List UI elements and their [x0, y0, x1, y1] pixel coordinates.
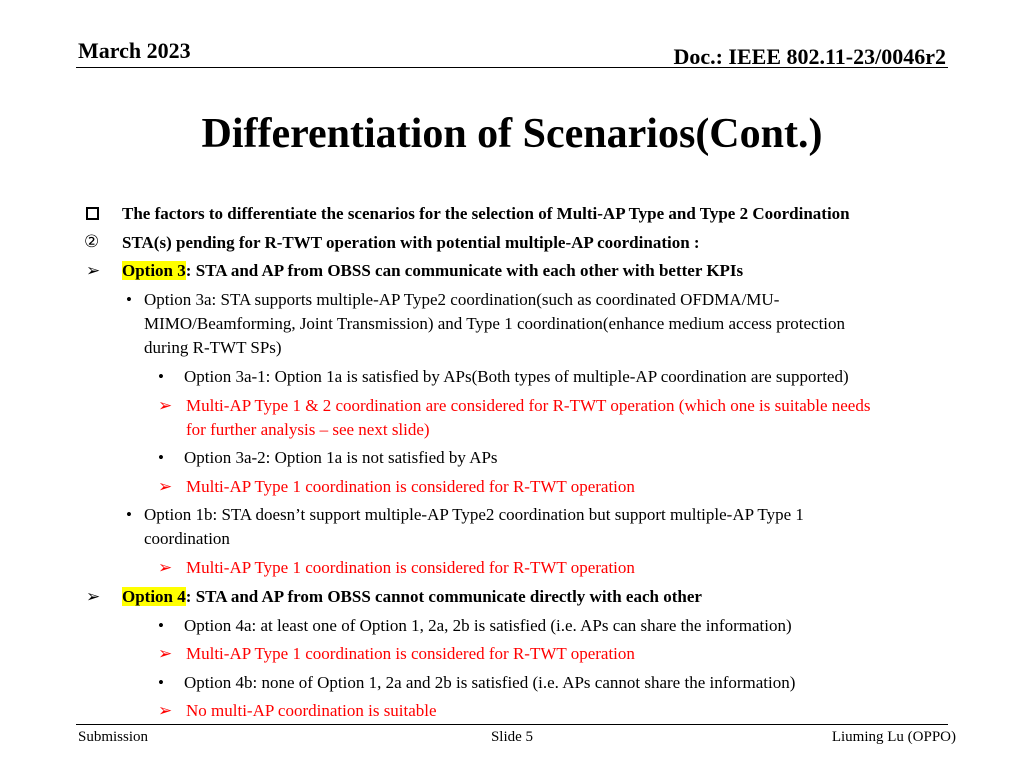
option-3-heading: [122, 259, 743, 283]
option-3-label: Option 3: [122, 261, 186, 280]
arrow-bullet-icon: ➢: [158, 396, 173, 415]
arrow-bullet-icon: ➢: [86, 587, 101, 606]
body-line: for further analysis – see next slide): [186, 420, 430, 439]
option-3-text: : STA and AP from OBSS can communicate with each other with better KPIs: [185, 261, 744, 280]
dot-bullet-icon: •: [158, 616, 164, 635]
dot-bullet-icon: •: [158, 673, 164, 692]
body-line: Option 4a: at least one of Option 1, 2a, 2b is satisfied (i.e. APs can share the information): [184, 616, 792, 635]
circled-two-marker: ②: [84, 232, 100, 251]
body-line: during R-TWT SPs): [144, 338, 282, 357]
option-4-label: Option 4: [122, 587, 186, 606]
body-line: No multi-AP coordination is suitable: [186, 701, 437, 720]
body-line: STA(s) pending for R-TWT operation with potential multiple-AP coordination :: [122, 233, 700, 252]
arrow-bullet-icon: ➢: [86, 261, 101, 280]
body-line: Option 4b: none of Option 1, 2a and 2b is satisfied (i.e. APs cannot share the information): [184, 673, 796, 692]
arrow-bullet-icon: ➢: [158, 644, 173, 663]
body-line: The factors to differentiate the scenarios for the selection of Multi-AP Type and Type 2 Coordination: [122, 204, 850, 223]
body-line: Multi-AP Type 1 & 2 coordination are considered for R-TWT operation (which one is suitable needs: [186, 396, 871, 415]
body-line: MIMO/Beamforming, Joint Transmission) and Type 1 coordination(enhance medium access protection: [144, 314, 846, 333]
footer-author: Liuming Lu (OPPO): [831, 729, 956, 745]
dot-bullet-icon: •: [158, 448, 164, 467]
dot-bullet-icon: •: [126, 505, 132, 524]
body-line: Option 3a-1: Option 1a is satisfied by APs(Both types of multiple-AP coordination are supported): [184, 367, 849, 386]
option-4-text: : STA and AP from OBSS cannot communicate directly with each other: [185, 587, 702, 606]
footer-rule: [76, 724, 948, 725]
square-bullet-icon: [86, 207, 99, 220]
body-line: Option 3a-2: Option 1a is not satisfied by APs: [184, 448, 498, 467]
slide-title: Differentiation of Scenarios(Cont.): [201, 111, 823, 157]
arrow-bullet-icon: ➢: [158, 701, 173, 720]
arrow-bullet-icon: ➢: [158, 477, 173, 496]
option-4-heading: [122, 585, 702, 609]
dot-bullet-icon: •: [126, 290, 132, 309]
dot-bullet-icon: •: [158, 367, 164, 386]
footer-slide-number: Slide 5: [490, 729, 534, 745]
body-line: Multi-AP Type 1 coordination is considered for R-TWT operation: [186, 644, 635, 663]
header-date: March 2023: [78, 38, 191, 63]
arrow-bullet-icon: ➢: [158, 558, 173, 577]
body-line: Option 1b: STA doesn’t support multiple-AP Type2 coordination but support multiple-AP Type 1: [144, 505, 804, 524]
body-line: Multi-AP Type 1 coordination is considered for R-TWT operation: [186, 477, 635, 496]
body-line: Option 3a: STA supports multiple-AP Type2 coordination(such as coordinated OFDMA/MU-: [144, 290, 780, 309]
header-doc-id: Doc.: IEEE 802.11-23/0046r2: [673, 44, 946, 69]
body-line: Multi-AP Type 1 coordination is considered for R-TWT operation: [186, 558, 635, 577]
body-line: coordination: [144, 529, 230, 548]
footer-submission: Submission: [78, 729, 149, 745]
